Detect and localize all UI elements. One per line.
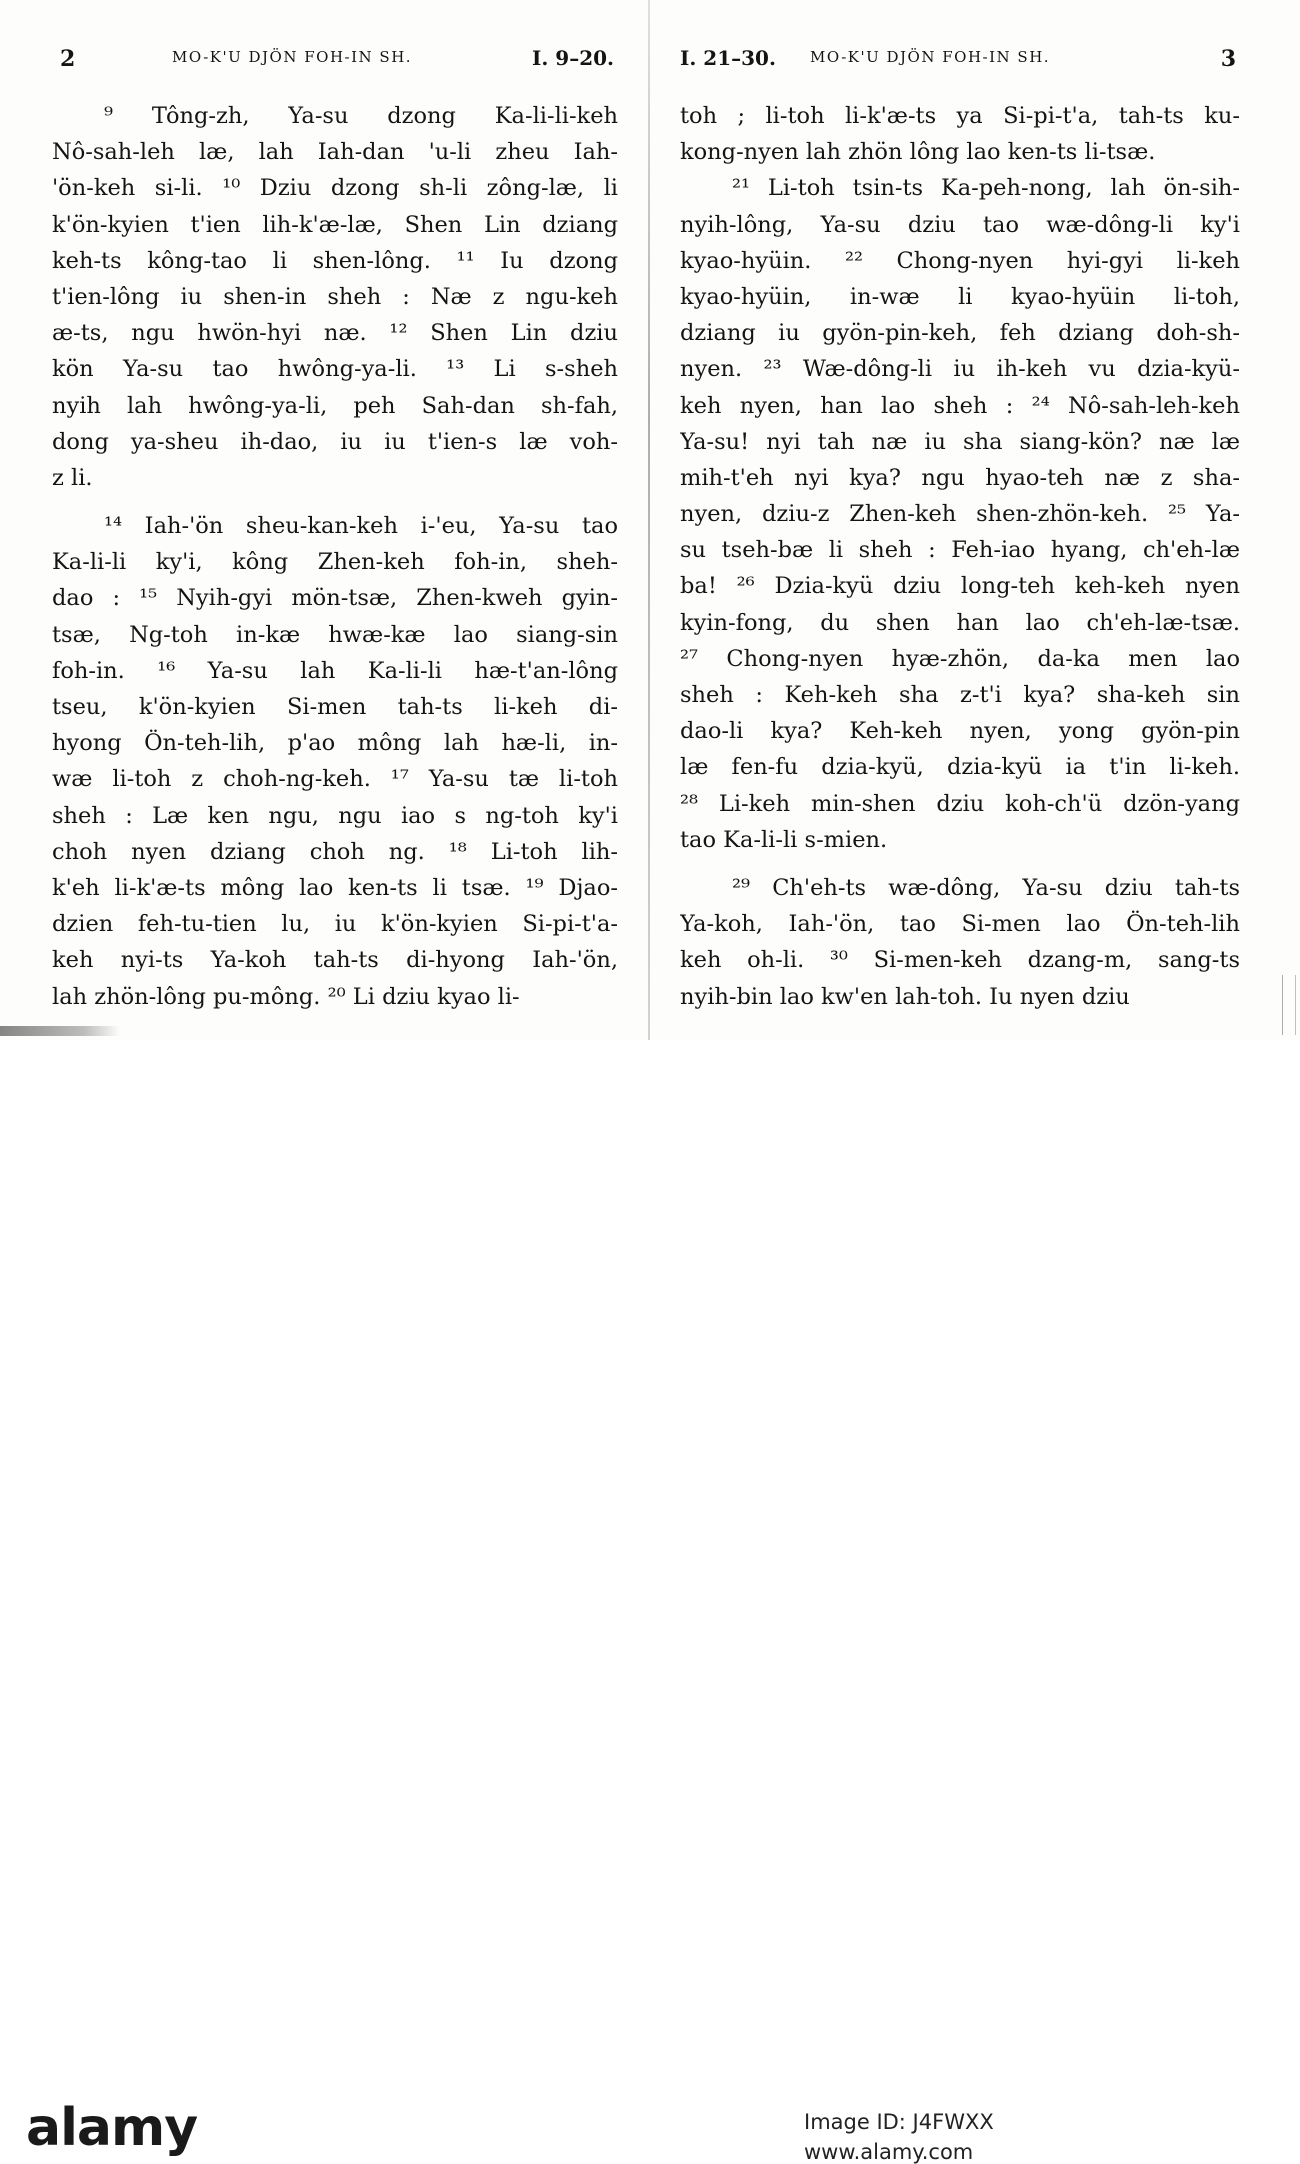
text-line: læ fen-fu dzia-kyü, dzia-kyü ia t'in li-keh. <box>680 754 1240 781</box>
right-paragraph-3 <box>680 858 1240 1015</box>
text-line: tseu, k'ön-kyien Si-men tah-ts li-keh di- <box>52 694 618 720</box>
text-line: 'ön-keh si-li. ¹⁰ Dziu dzong sh-li zông-læ, li <box>52 175 618 202</box>
text-line: Ya-su! nyi tah næ iu sha siang-kön? næ læ <box>680 428 1240 455</box>
text-line: Nô-sah-leh læ, lah Iah-dan 'u-li zheu Iah- <box>52 139 618 166</box>
right-paragraph-1 <box>680 98 1240 170</box>
text-line: wæ li-toh z choh-ng-keh. ¹⁷ Ya-su tæ li-toh <box>52 766 618 793</box>
book-gutter <box>648 0 650 1040</box>
text-line: ²⁸ Li-keh min-shen dziu koh-ch'ü dzön-yang <box>680 790 1240 817</box>
text-line: kön Ya-su tao hwông-ya-li. ¹³ Li s-sheh <box>52 356 618 383</box>
text-line: dong ya-sheu ih-dao, iu iu t'ien-s læ voh- <box>52 428 618 455</box>
text-line: t'ien-lông iu shen-in sheh : Næ z ngu-keh <box>52 283 618 310</box>
text-line: keh nyen, han lao sheh : ²⁴ Nô-sah-leh-keh <box>680 392 1240 419</box>
left-page <box>52 40 618 1015</box>
text-line: choh nyen dziang choh ng. ¹⁸ Li-toh lih- <box>52 838 618 865</box>
text-line: nyih lah hwông-ya-li, peh Sah-dan sh-fah, <box>52 392 618 419</box>
page-edge-shadow <box>0 1026 120 1036</box>
text-line: ba! ²⁶ Dzia-kyü dziu long-teh keh-keh nyen <box>680 573 1240 600</box>
text-line: æ-ts, ngu hwön-hyi næ. ¹² Shen Lin dziu <box>52 320 618 347</box>
text-line: keh nyi-ts Ya-koh tah-ts di-hyong Iah-'ön, <box>52 947 618 974</box>
text-line: Ya-koh, Iah-'ön, tao Si-men lao Ön-teh-lih <box>680 911 1240 938</box>
text-line: nyih-bin lao kw'en lah-toh. Iu nyen dziu <box>680 983 1130 1010</box>
text-line: nyen. ²³ Wæ-dông-li iu ih-keh vu dzia-kyü- <box>680 356 1240 383</box>
right-page <box>680 40 1240 1015</box>
watermark-url: www.alamy.com <box>804 2140 974 2164</box>
alamy-logo: alamy <box>26 2098 198 2158</box>
text-line: Ka-li-li ky'i, kông Zhen-keh foh-in, sheh- <box>52 549 618 576</box>
text-line: z li. <box>52 464 93 491</box>
paragraph-gap <box>52 496 618 508</box>
text-line: ⁹ Tông-zh, Ya-su dzong Ka-li-li-keh <box>104 103 618 129</box>
text-line: keh oh-li. ³⁰ Si-men-keh dzang-m, sang-ts <box>680 947 1240 974</box>
paragraph-gap <box>680 858 1240 870</box>
page-edge-right <box>1282 975 1296 1035</box>
text-line: keh-ts kông-tao li shen-lông. ¹¹ Iu dzong <box>52 247 618 274</box>
right-paragraph-2 <box>680 170 1240 858</box>
right-verse-range: I. 21–30. <box>680 46 776 70</box>
text-line: tao Ka-li-li s-mien. <box>680 826 888 853</box>
text-line: dao : ¹⁵ Nyih-gyi mön-tsæ, Zhen-kweh gyin- <box>52 585 618 612</box>
text-line: sheh : Læ ken ngu, ngu iao s ng-toh ky'i <box>52 802 618 829</box>
text-line: kyao-hyüin. ²² Chong-nyen hyi-gyi li-keh <box>680 247 1240 274</box>
text-line: tsæ, Ng-toh in-kæ hwæ-kæ lao siang-sin <box>52 621 618 648</box>
image-id-text: Image ID: J4FWXX <box>804 2110 994 2134</box>
text-line: dziang iu gyön-pin-keh, feh dziang doh-sh- <box>680 320 1240 347</box>
left-running-head <box>52 40 618 84</box>
text-line: su tseh-bæ li sheh : Feh-iao hyang, ch'eh-læ <box>680 537 1240 564</box>
text-line: nyih-lông, Ya-su dziu tao wæ-dông-li ky'i <box>680 211 1240 238</box>
text-line: ¹⁴ Iah-'ön sheu-kan-keh i-'eu, Ya-su tao <box>104 513 618 540</box>
text-line: kong-nyen lah zhön lông lao ken-ts li-tsæ. <box>680 139 1156 166</box>
text-line: dao-li kya? Keh-keh nyen, yong gyön-pin <box>680 718 1240 745</box>
book-spread <box>0 0 1300 1040</box>
right-running-head <box>680 40 1240 84</box>
text-line: ²⁹ Ch'eh-ts wæ-dông, Ya-su dziu tah-ts <box>732 874 1240 901</box>
text-line: sheh : Keh-keh sha z-t'i kya? sha-keh sin <box>680 682 1240 708</box>
left-running-title: MO-K'U DJÖN FOH-IN SH. <box>172 48 413 66</box>
left-verse-range: I. 9–20. <box>532 46 614 70</box>
text-line: foh-in. ¹⁶ Ya-su lah Ka-li-li hæ-t'an-lông <box>52 657 618 684</box>
text-line: ²⁷ Chong-nyen hyæ-zhön, da-ka men lao <box>680 645 1240 672</box>
text-line: kyao-hyüin, in-wæ li kyao-hyüin li-toh, <box>680 283 1240 310</box>
text-line: kyin-fong, du shen han lao ch'eh-læ-tsæ. <box>680 609 1240 636</box>
left-body-text <box>52 98 618 1015</box>
text-line: mih-t'eh nyi kya? ngu hyao-teh næ z sha- <box>680 464 1240 491</box>
text-line: ²¹ Li-toh tsin-ts Ka-peh-nong, lah ön-sih- <box>732 175 1240 202</box>
text-line: k'eh li-k'æ-ts mông lao ken-ts li tsæ. ¹⁹ Djao- <box>52 874 618 901</box>
left-page-number: 2 <box>60 46 76 72</box>
left-paragraph-2 <box>52 496 618 1015</box>
text-line: toh ; li-toh li-k'æ-ts ya Si-pi-t'a, tah-ts ku- <box>680 103 1240 129</box>
stock-watermark-strip <box>0 1040 1300 2164</box>
right-running-title: MO-K'U DJÖN FOH-IN SH. <box>810 48 1051 66</box>
right-page-number: 3 <box>1220 46 1236 72</box>
text-line: nyen, dziu-z Zhen-keh shen-zhön-keh. ²⁵ Ya- <box>680 501 1240 528</box>
text-line: hyong Ön-teh-lih, p'ao mông lah hæ-li, in- <box>52 730 618 757</box>
text-line: k'ön-kyien t'ien lih-k'æ-læ, Shen Lin dziang <box>52 211 618 238</box>
text-line: dzien feh-tu-tien lu, iu k'ön-kyien Si-pi-t'a- <box>52 911 618 938</box>
left-paragraph-1 <box>52 98 618 496</box>
right-body-text <box>680 98 1240 1015</box>
text-line: lah zhön-lông pu-mông. ²⁰ Li dziu kyao li- <box>52 983 520 1010</box>
